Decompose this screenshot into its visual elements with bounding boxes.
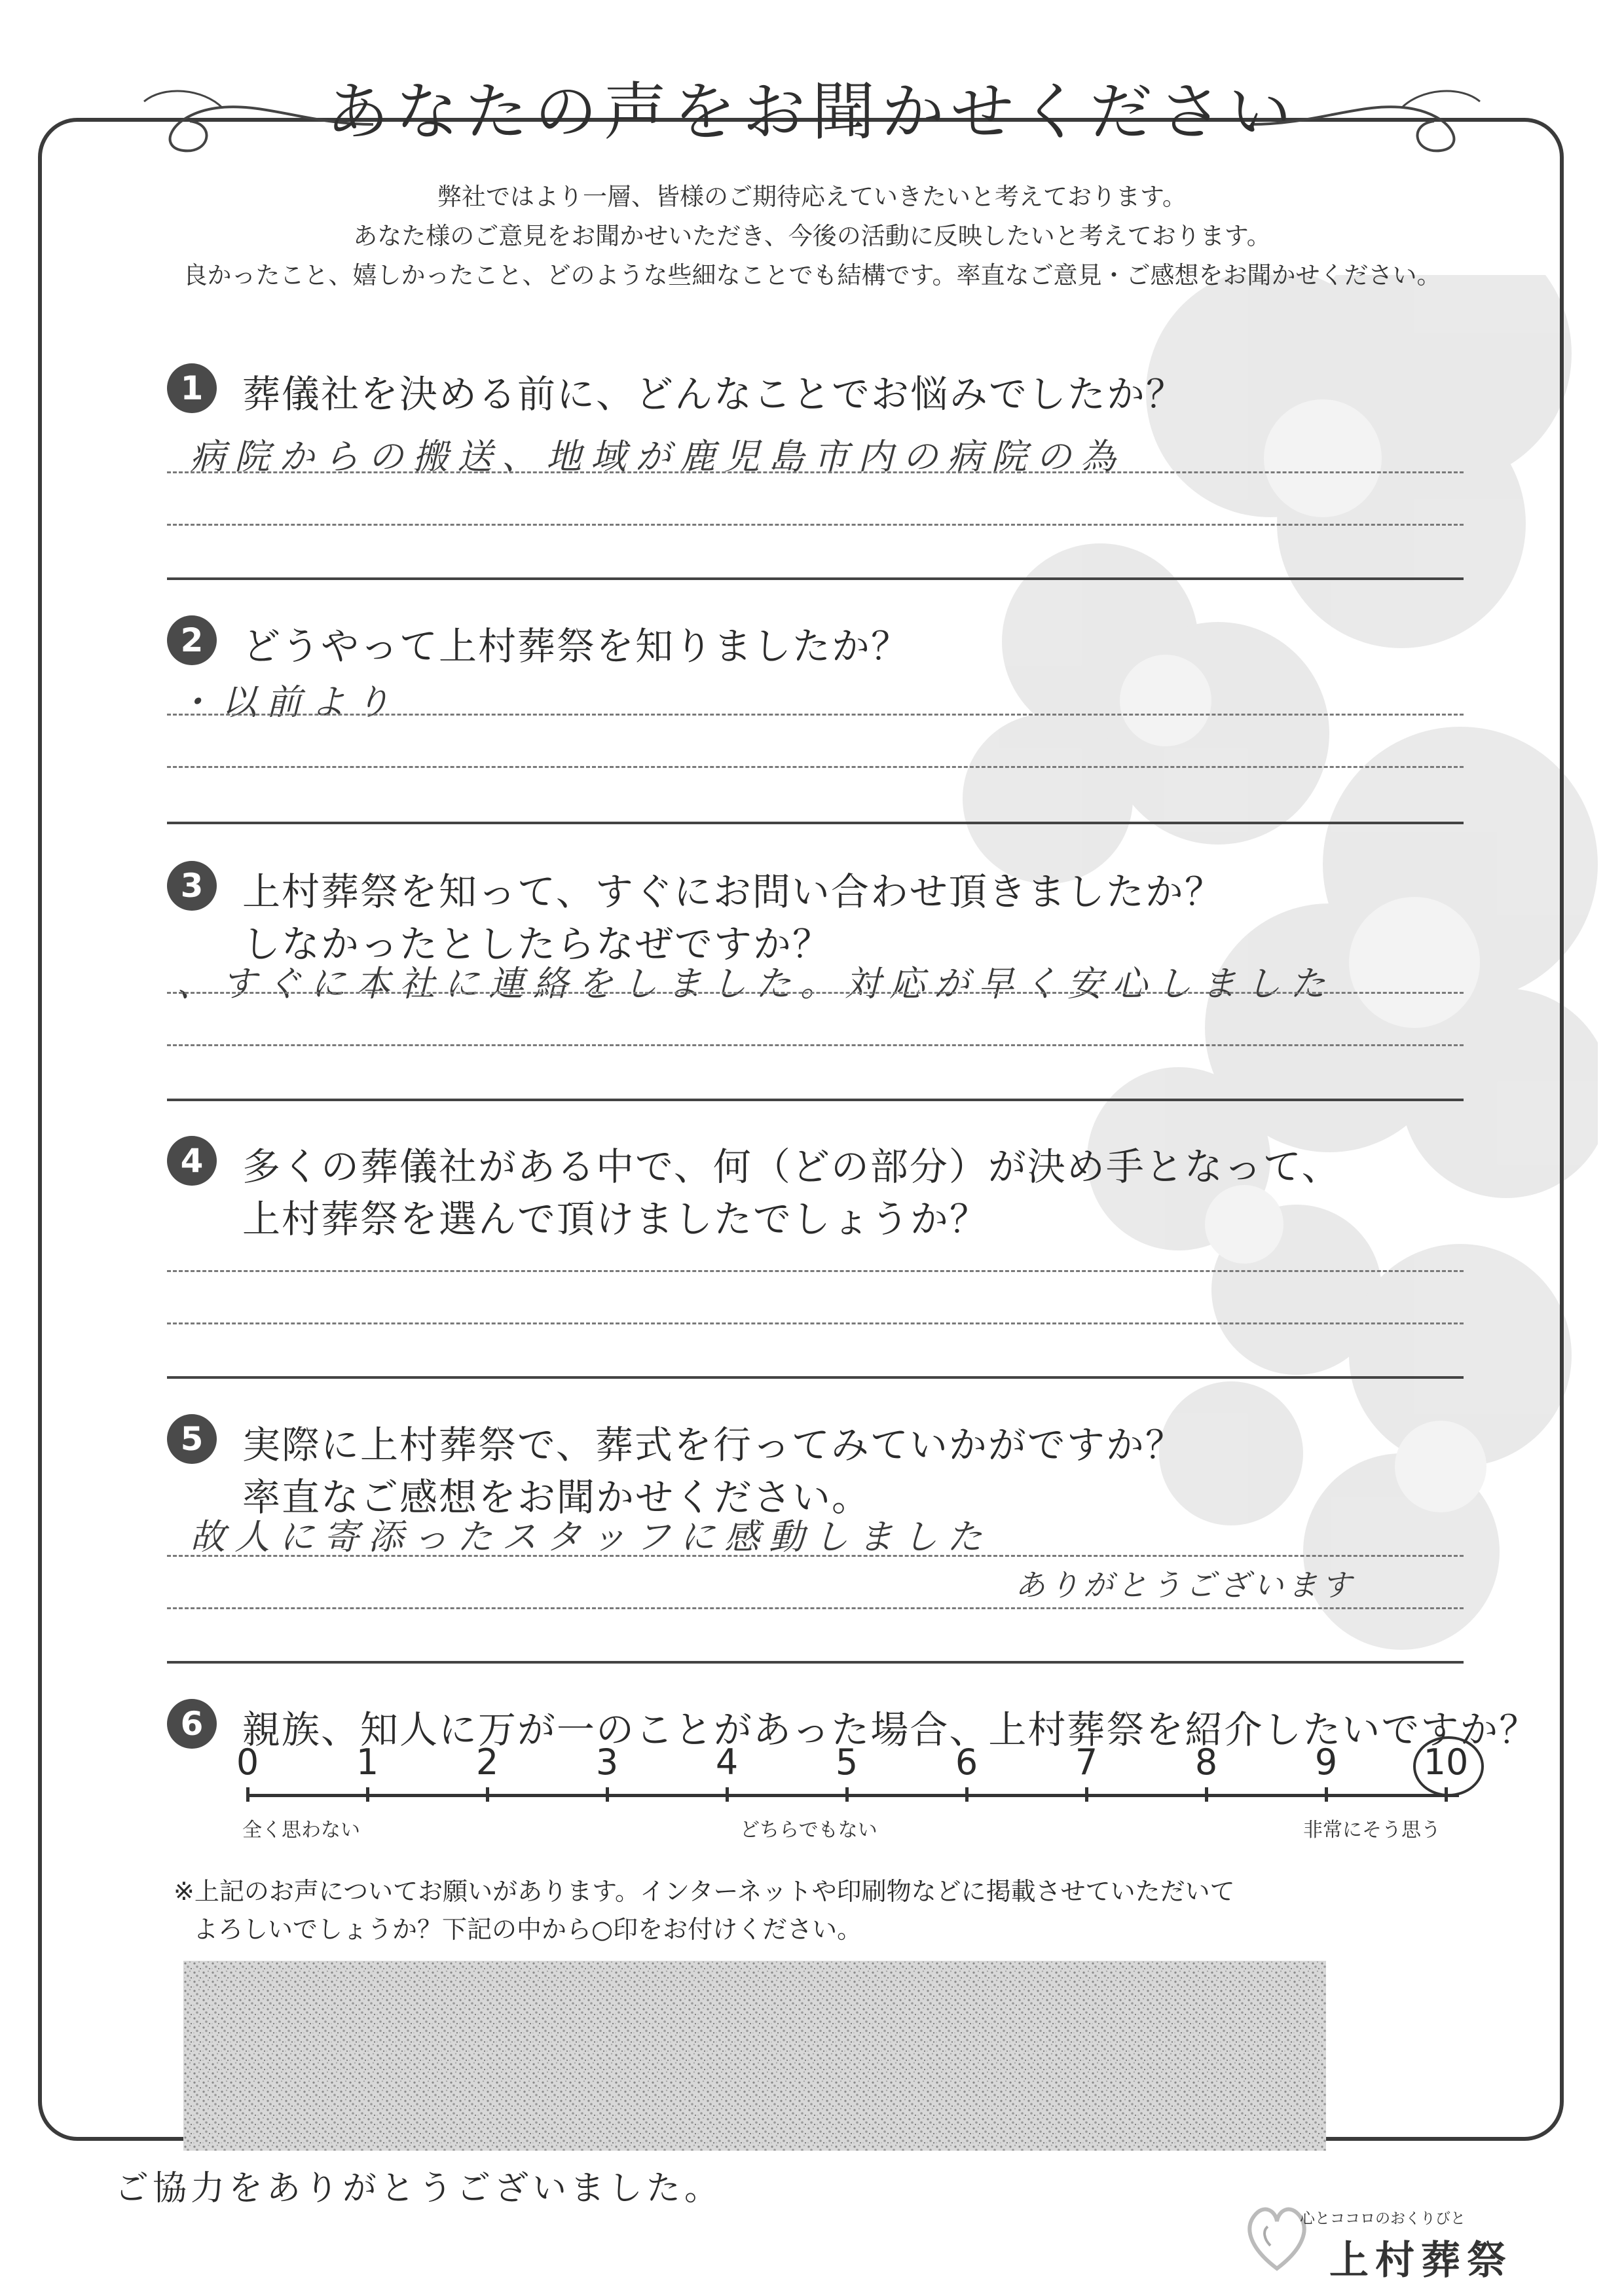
answer-line bbox=[167, 471, 1464, 473]
rating-scale-line bbox=[248, 1794, 1459, 1797]
question-2-text: どうやって上村葬祭を知りましたか？ bbox=[242, 624, 911, 668]
scale-label-mid: どちらでもない bbox=[740, 1819, 877, 1842]
scale-tick bbox=[1445, 1787, 1448, 1802]
question-5-text-line-2: 率直なご感想をお聞かせください。 bbox=[242, 1475, 872, 1520]
scale-tick bbox=[726, 1787, 729, 1802]
scale-tick-label: 4 bbox=[715, 1741, 739, 1783]
question-number-badge: 2 bbox=[167, 615, 217, 665]
scale-tick bbox=[246, 1787, 249, 1802]
answer-5-line-1: 故人に寄添ったスタッフに感動しました bbox=[190, 1516, 991, 1558]
scale-tick bbox=[366, 1787, 369, 1802]
answer-line bbox=[167, 524, 1464, 526]
intro-line-1: 弊社ではより一層、皆様のご期待応えていきたいと考えております。 bbox=[437, 183, 1187, 211]
page-title: あなたの声をお聞かせください bbox=[326, 75, 1298, 149]
scale-tick bbox=[965, 1787, 969, 1802]
question-number-badge: 4 bbox=[167, 1136, 217, 1186]
scale-tick-label: 3 bbox=[595, 1741, 619, 1783]
question-number-badge: 1 bbox=[167, 363, 217, 413]
section-divider bbox=[167, 1661, 1464, 1664]
question-3-text-line-2: しなかったとしたらなぜですか？ bbox=[242, 922, 832, 966]
scale-tick bbox=[1085, 1787, 1088, 1802]
scale-label-low: 全く思わない bbox=[242, 1819, 360, 1842]
scale-tick-label: 7 bbox=[1075, 1741, 1098, 1783]
redacted-options-area bbox=[183, 1961, 1326, 2151]
question-5-text-line-1: 実際に上村葬祭で、葬式を行ってみていかがですか？ bbox=[242, 1423, 1185, 1467]
scale-tick-label: 0 bbox=[236, 1741, 259, 1783]
question-3-text-line-1: 上村葬祭を知って、すぐにお問い合わせ頂きましたか？ bbox=[242, 869, 1224, 914]
answer-2-line-1: ・以前より bbox=[177, 682, 399, 723]
question-1-text: 葬儀社を決める前に、どんなことでお悩みでしたか？ bbox=[242, 372, 1186, 416]
scale-tick-label: 8 bbox=[1194, 1741, 1218, 1783]
question-6-text: 親族、知人に万が一のことがあった場合、上村葬祭を紹介したいですか？ bbox=[242, 1707, 1539, 1752]
question-number-badge: 3 bbox=[167, 861, 217, 911]
scale-tick-label-selected: 10 bbox=[1423, 1741, 1469, 1783]
scale-tick bbox=[486, 1787, 489, 1802]
question-4-text-line-1: 多くの葬儀社がある中で、何（どの部分）が決め手となって、 bbox=[242, 1144, 1341, 1189]
answer-line bbox=[167, 1555, 1464, 1557]
answer-line bbox=[167, 1044, 1464, 1046]
consent-note-line-2: よろしいでしょうか？下記の中から○印をお付けください。 bbox=[193, 1915, 862, 1944]
answer-3-line-1: 、すぐに本社に連絡をしました。対応が早く安心しました bbox=[177, 963, 1335, 1004]
intro-line-2: あなた様のご意見をお聞かせいただき、今後の活動に反映したいと考えております。 bbox=[353, 222, 1271, 250]
section-divider bbox=[167, 1099, 1464, 1101]
answer-line bbox=[167, 1270, 1464, 1272]
scale-tick bbox=[1205, 1787, 1208, 1802]
scale-tick-label: 1 bbox=[356, 1741, 379, 1783]
section-divider bbox=[167, 822, 1464, 824]
section-divider bbox=[167, 1376, 1464, 1379]
answer-line bbox=[167, 1322, 1464, 1324]
footer-thanks: ご協力をありがとうございました。 bbox=[115, 2169, 723, 2208]
scale-tick bbox=[1325, 1787, 1328, 1802]
selected-rating-circle bbox=[1413, 1736, 1484, 1796]
answer-1-line-1: 病院からの搬送、地域が鹿児島市内の病院の為 bbox=[190, 436, 1125, 477]
consent-note bbox=[174, 1872, 1235, 1948]
answer-line bbox=[167, 1607, 1464, 1609]
scale-tick-label: 9 bbox=[1314, 1741, 1338, 1783]
consent-note-line-1: ※上記のお声についてお願いがあります。インターネットや印刷物などに掲載させていただいて bbox=[174, 1877, 1235, 1906]
intro-line-3: 良かったこと、嬉しかったこと、どのような些細なことでも結構です。率直なご意見・ご感想をお聞かせください。 bbox=[183, 261, 1441, 289]
scale-tick-label: 5 bbox=[835, 1741, 858, 1783]
question-number-badge: 5 bbox=[167, 1414, 217, 1464]
scale-tick bbox=[606, 1787, 609, 1802]
answer-5-line-2: ありがとうございます bbox=[1015, 1567, 1356, 1603]
brand-name: 上村葬祭 bbox=[1329, 2238, 1513, 2284]
brand-tagline: 心とココロのおくりびと bbox=[1300, 2210, 1466, 2227]
question-4-text-line-2: 上村葬祭を選んで頂けましたでしょうか？ bbox=[242, 1197, 989, 1241]
scale-tick-label: 2 bbox=[475, 1741, 499, 1783]
scale-tick bbox=[845, 1787, 849, 1802]
question-number-badge: 6 bbox=[167, 1699, 217, 1749]
answer-line bbox=[167, 714, 1464, 716]
answer-line bbox=[167, 766, 1464, 768]
scale-label-high: 非常にそう思う bbox=[1303, 1819, 1441, 1842]
answer-line bbox=[167, 992, 1464, 994]
scale-tick-label: 6 bbox=[955, 1741, 978, 1783]
section-divider bbox=[167, 577, 1464, 580]
